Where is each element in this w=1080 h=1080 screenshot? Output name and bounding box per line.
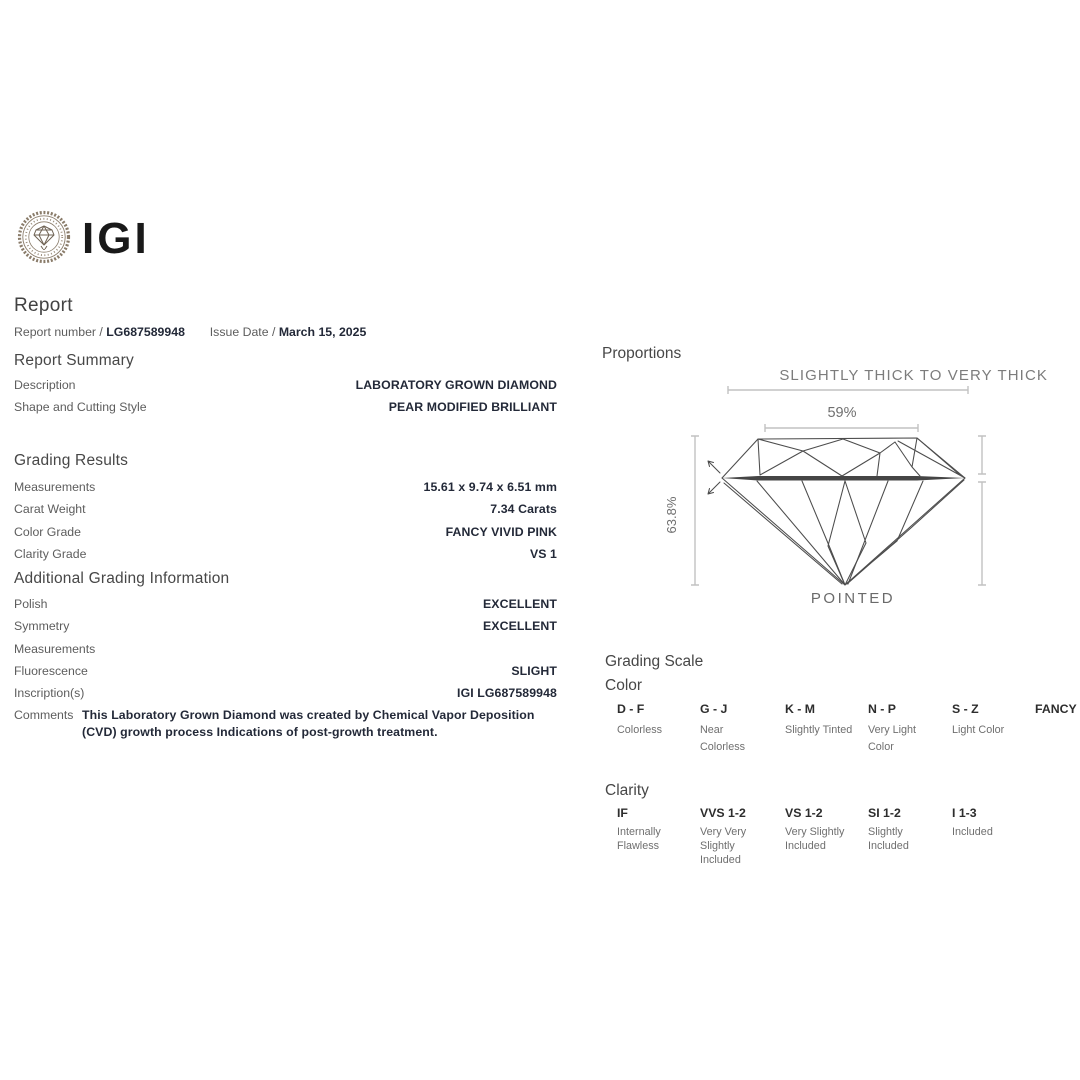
summary-row bbox=[14, 374, 557, 396]
depth-bracket bbox=[691, 436, 699, 585]
section-report-summary bbox=[14, 352, 557, 370]
depth-percent-label: 63.8% bbox=[664, 496, 679, 534]
section-additional-grading bbox=[14, 570, 557, 588]
grade-desc: Very Very Slightly Included bbox=[700, 826, 747, 867]
summary-heading: Report Summary bbox=[14, 352, 134, 369]
grade-desc: Colorless bbox=[617, 724, 663, 736]
additional-row bbox=[14, 615, 557, 637]
row-label: Color Grade bbox=[14, 524, 81, 539]
row-value: 7.34 Carats bbox=[490, 502, 557, 517]
row-label: Description bbox=[14, 378, 76, 392]
grade-desc: Slightly Tinted bbox=[785, 724, 853, 736]
row-value: SLIGHT bbox=[511, 663, 557, 678]
culet-label: POINTED bbox=[810, 590, 896, 607]
row-value: LABORATORY GROWN DIAMOND bbox=[355, 378, 557, 392]
color-grade-col bbox=[1035, 702, 1080, 722]
additional-row bbox=[14, 682, 557, 704]
clarity-grade-col bbox=[952, 806, 1022, 839]
additional-heading: Additional Grading Information bbox=[14, 570, 230, 587]
brand-wordmark: IGI bbox=[82, 214, 150, 263]
row-label: Symmetry bbox=[14, 619, 70, 634]
row-value: EXCELLENT bbox=[482, 597, 557, 611]
row-label: Polish bbox=[14, 597, 48, 611]
igi-seal-icon bbox=[17, 210, 71, 269]
grading-row bbox=[14, 476, 557, 498]
grade-range: SI 1-2 bbox=[868, 806, 901, 820]
clarity-scale-heading: Clarity bbox=[605, 782, 649, 799]
issue-date: March 15, 2025 bbox=[278, 325, 367, 339]
row-label: Fluorescence bbox=[14, 663, 88, 678]
table-bracket bbox=[765, 424, 918, 432]
girdle-arrow-icons bbox=[708, 461, 720, 494]
additional-row bbox=[14, 638, 557, 660]
grading-row bbox=[14, 543, 557, 565]
grading-scale-panel bbox=[602, 648, 1080, 878]
grading-scale-heading: Grading Scale bbox=[605, 653, 704, 670]
crown-facets bbox=[722, 438, 965, 478]
grade-range: VS 1-2 bbox=[785, 806, 823, 820]
row-value: PEAR MODIFIED BRILLIANT bbox=[388, 400, 557, 415]
row-value: EXCELLENT bbox=[482, 619, 557, 634]
grade-range: IF bbox=[617, 806, 628, 820]
report-meta bbox=[14, 325, 366, 339]
row-label: Carat Weight bbox=[14, 502, 86, 517]
row-label: Inscription(s) bbox=[14, 686, 85, 701]
additional-row bbox=[14, 593, 557, 615]
proportions-panel bbox=[602, 340, 1074, 632]
comments-label: Comments bbox=[14, 708, 74, 723]
grading-row bbox=[14, 521, 557, 543]
report-number: LG687589948 bbox=[106, 325, 185, 339]
clarity-grade-col bbox=[617, 806, 675, 853]
report-number-label: Report number / bbox=[14, 325, 103, 339]
additional-rows bbox=[14, 593, 557, 741]
row-value: FANCY VIVID PINK bbox=[445, 524, 557, 539]
grade-range: G - J bbox=[700, 702, 728, 716]
grade-desc: Light Color bbox=[952, 724, 1005, 736]
row-label: Shape and Cutting Style bbox=[14, 400, 147, 415]
diamond-profile-diagram bbox=[662, 382, 992, 622]
color-grade-col bbox=[700, 702, 752, 755]
grading-row bbox=[14, 498, 557, 520]
color-grade-col bbox=[617, 702, 687, 739]
table-percent-label: 59% bbox=[827, 405, 857, 421]
grade-range: S - Z bbox=[952, 702, 979, 716]
row-label: Clarity Grade bbox=[14, 546, 87, 561]
color-grade-col bbox=[952, 702, 1032, 739]
additional-row bbox=[14, 660, 557, 682]
clarity-grade-col bbox=[700, 806, 756, 867]
grade-range: D - F bbox=[617, 702, 645, 716]
summary-rows bbox=[14, 374, 557, 419]
color-grade-col bbox=[785, 702, 870, 739]
clarity-grade-col bbox=[785, 806, 857, 853]
grade-desc: Very Slightly Included bbox=[785, 826, 845, 853]
row-label: Measurements bbox=[14, 641, 96, 656]
pavilion-facets bbox=[722, 478, 965, 585]
row-value: 15.61 x 9.74 x 6.51 mm bbox=[423, 480, 557, 494]
grading-results-rows bbox=[14, 476, 557, 565]
girdle-span-bracket bbox=[728, 386, 968, 394]
clarity-grade-col bbox=[868, 806, 924, 853]
girdle-thickness-label: SLIGHTLY THICK TO VERY THICK bbox=[779, 367, 1048, 384]
color-scale-heading: Color bbox=[605, 677, 643, 694]
grading-results-heading: Grading Results bbox=[14, 452, 129, 469]
page-title: Report bbox=[14, 295, 73, 316]
row-value: IGI LG687589948 bbox=[457, 686, 557, 701]
crown-height-bracket bbox=[978, 436, 986, 474]
grade-desc: Internally Flawless bbox=[617, 826, 661, 853]
grade-desc: Very Light Color bbox=[868, 724, 917, 753]
section-grading-results bbox=[14, 452, 557, 470]
row-value: VS 1 bbox=[529, 546, 557, 561]
girdle-band bbox=[722, 476, 965, 481]
grade-desc: Slightly Included bbox=[868, 826, 909, 853]
pavilion-depth-bracket bbox=[978, 482, 986, 585]
grade-desc: Included bbox=[952, 826, 993, 838]
color-grade-col bbox=[868, 702, 926, 755]
grade-range: I 1-3 bbox=[952, 806, 977, 820]
grade-range: N - P bbox=[868, 702, 897, 716]
comments-row bbox=[14, 707, 557, 741]
grade-desc: Near Colorless bbox=[700, 724, 746, 753]
issue-date-label: Issue Date / bbox=[209, 325, 276, 339]
grade-range: K - M bbox=[785, 702, 816, 716]
comments-text: This Laboratory Grown Diamond was created by Chemical Vapor Deposition (CVD) growth process Indications of post-growth treatment. bbox=[82, 708, 535, 740]
summary-row bbox=[14, 396, 557, 418]
row-label: Measurements bbox=[14, 480, 96, 494]
proportions-heading: Proportions bbox=[602, 345, 682, 362]
grade-range: VVS 1-2 bbox=[700, 806, 746, 820]
grade-range: FANCY bbox=[1035, 702, 1077, 716]
brand-logo bbox=[17, 212, 150, 266]
